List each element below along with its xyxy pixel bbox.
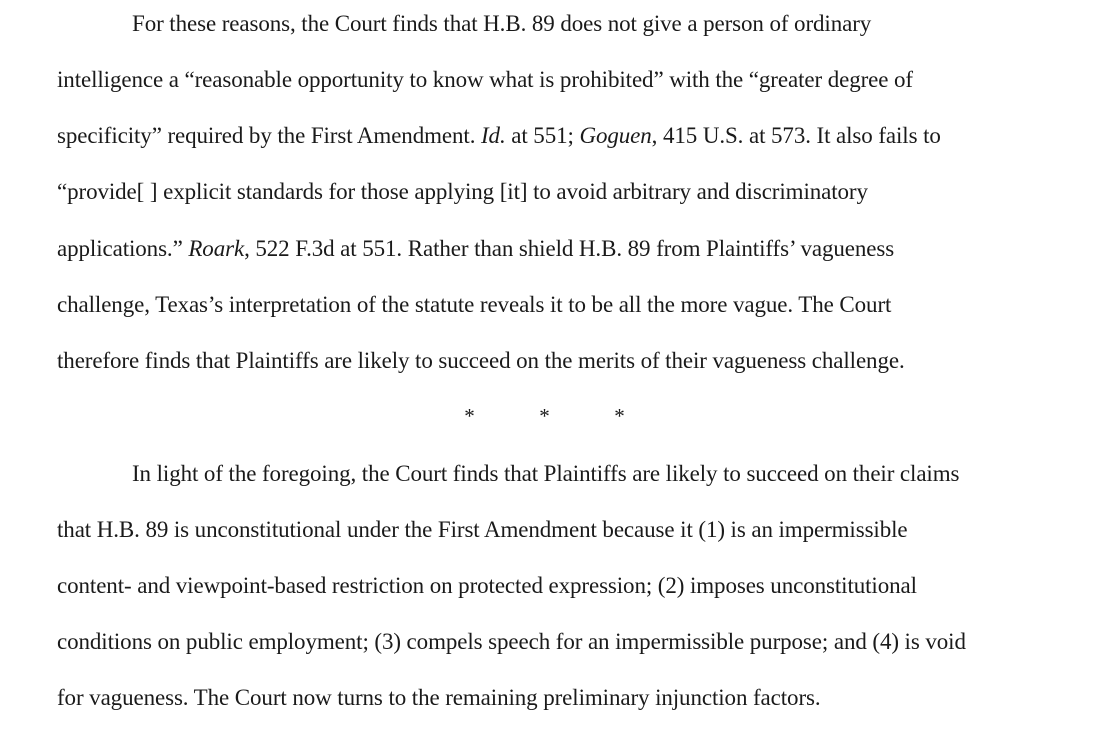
paragraph-2-line-3: content- and viewpoint-based restriction on protected expression; (2) imposes unconstitutional: [57, 573, 917, 598]
paragraph-2-line-5: for vagueness. The Court now turns to the remaining preliminary injunction factors.: [57, 685, 821, 710]
text-run: at 551;: [505, 123, 580, 148]
paragraph-1-line-5: [57, 235, 894, 263]
asterisk: *: [614, 404, 625, 428]
paragraph-1-line-2: intelligence a “reasonable opportunity to know what is prohibited” with the “greater degree of: [57, 67, 913, 92]
paragraph-1-line-6: challenge, Texas’s interpretation of the statute reveals it to be all the more vague. The Court: [57, 292, 892, 317]
paragraph-1-line-4: “provide[ ] explicit standards for those applying [it] to avoid arbitrary and discriminatory: [57, 179, 868, 204]
citation-id: Id.: [481, 123, 506, 148]
asterisk: *: [464, 404, 475, 428]
text-run: , 415 U.S. at 573. It also fails to: [651, 123, 941, 148]
paragraph-1-line-3: [57, 122, 941, 150]
citation-goguen: Goguen: [579, 123, 652, 148]
citation-roark: Roark: [188, 236, 245, 261]
paragraph-2-line-2: that H.B. 89 is unconstitutional under the First Amendment because it (1) is an impermissible: [57, 517, 908, 542]
text-run: , 522 F.3d at 551. Rather than shield H.B. 89 from Plaintiffs’ vagueness: [244, 236, 895, 261]
text-run: specificity” required by the First Amendment.: [57, 123, 481, 148]
paragraph-2-line-1: In light of the foregoing, the Court finds that Plaintiffs are likely to succeed on their claims: [132, 461, 960, 486]
paragraph-1-line-1: For these reasons, the Court finds that H.B. 89 does not give a person of ordinary: [132, 11, 872, 36]
paragraph-2-line-4: conditions on public employment; (3) compels speech for an impermissible purpose; and (4) is void: [57, 629, 966, 654]
text-run: applications.”: [57, 236, 189, 261]
paragraph-1-line-7: therefore finds that Plaintiffs are likely to succeed on the merits of their vagueness challenge.: [57, 348, 905, 373]
asterisk: *: [539, 404, 550, 428]
